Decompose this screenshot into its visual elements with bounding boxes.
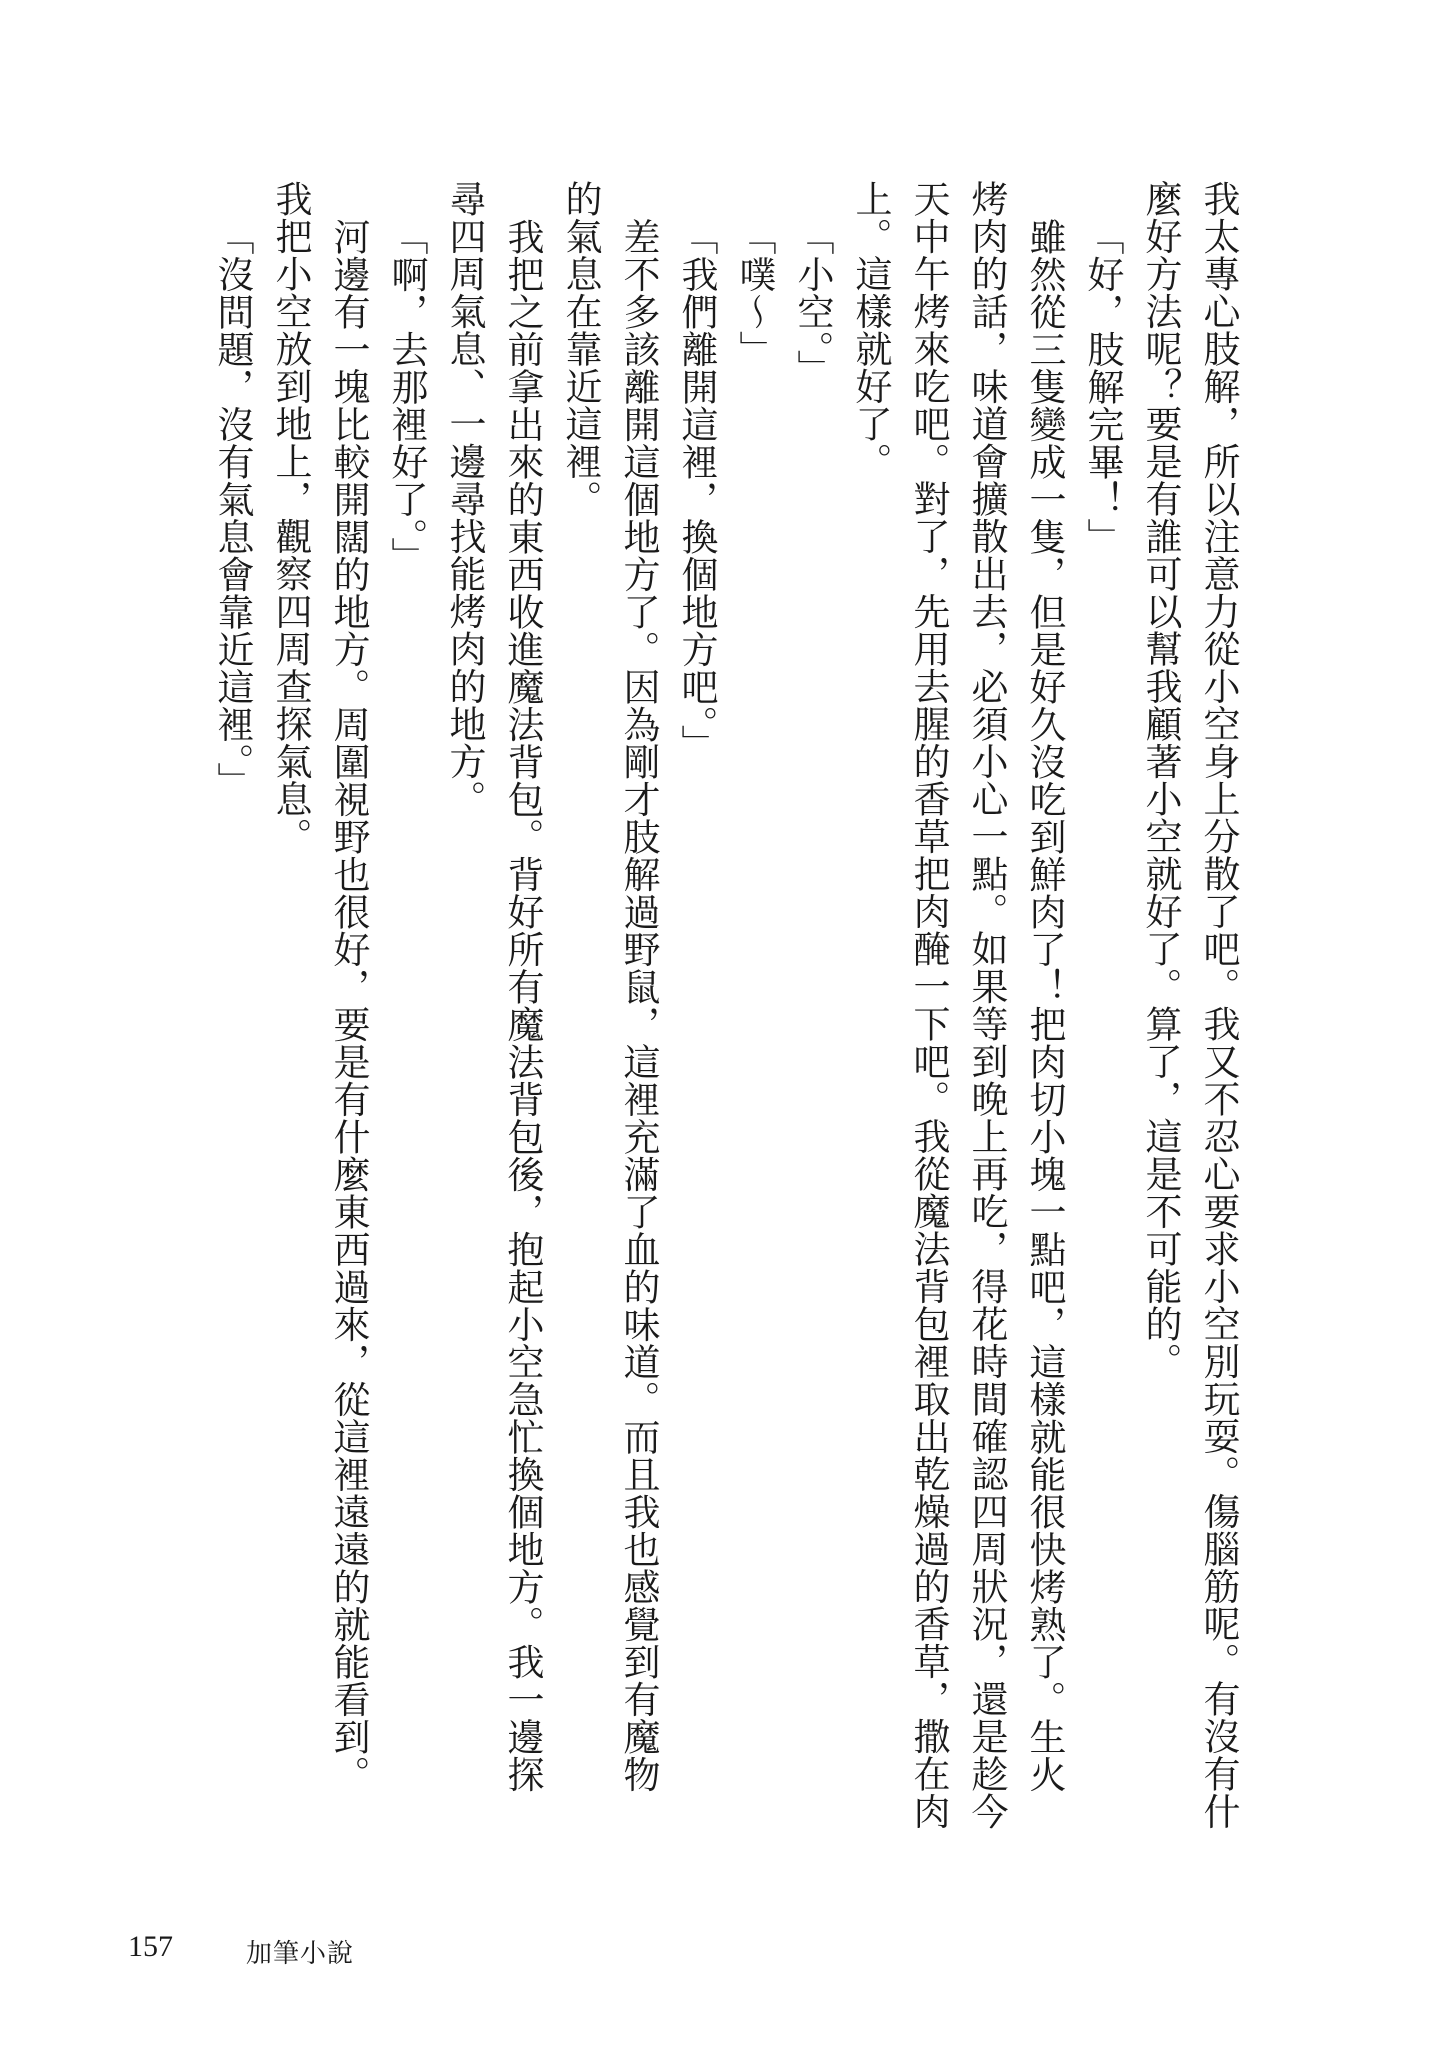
text-column: 「沒問題，沒有氣息會靠近這裡。」 — [211, 218, 254, 800]
text-column: 「我們離開這裡，換個地方吧。」 — [675, 218, 718, 762]
text-column: 上。這樣就好了。 — [849, 180, 892, 480]
page-number: 157 — [128, 1930, 173, 1963]
text-column: 麼好方法呢？要是有誰可以幫我顧著小空就好了。算了，這是不可能的。 — [1139, 180, 1182, 1380]
text-column: 我太專心肢解，所以注意力從小空身上分散了吧。我又不忍心要求小空別玩耍。傷腦筋呢。有沒有什 — [1197, 180, 1240, 1830]
text-column: 尋四周氣息、一邊尋找能烤肉的地方。 — [443, 180, 486, 818]
text-column: 烤肉的話，味道會擴散出去，必須小心一點。如果等到晚上再吃，得花時間確認四周狀況，還是趁今 — [965, 180, 1008, 1830]
text-column: 「小空。」 — [791, 218, 834, 387]
running-footer-title: 加筆小說 — [246, 1939, 355, 1969]
text-column: 河邊有一塊比較開闊的地方。周圍視野也很好，要是有什麼東西過來，從這裡遠遠的就能看到。 — [327, 218, 370, 1793]
text-column: 的氣息在靠近這裡。 — [559, 180, 602, 518]
text-column: 我把之前拿出來的東西收進魔法背包。背好所有魔法背包後，抱起小空急忙換個地方。我一邊探 — [501, 218, 544, 1793]
text-column: 「啊，去那裡好了。」 — [385, 218, 428, 575]
text-column: 差不多該離開這個地方了。因為剛才肢解過野鼠，這裡充滿了血的味道。而且我也感覺到有魔物 — [617, 218, 660, 1793]
text-column: 「噗～」 — [733, 218, 776, 368]
text-column: 「好，肢解完畢！」 — [1081, 218, 1124, 556]
text-column: 天中午烤來吃吧。對了，先用去腥的香草把肉醃一下吧。我從魔法背包裡取出乾燥過的香草，撒在肉 — [907, 180, 950, 1830]
text-column: 我把小空放到地上，觀察四周查探氣息。 — [269, 180, 312, 855]
text-column: 雖然從三隻變成一隻，但是好久沒吃到鮮肉了！把肉切小塊一點吧，這樣就能很快烤熟了。生火 — [1023, 218, 1066, 1793]
vertical-text-body — [203, 180, 1247, 1860]
